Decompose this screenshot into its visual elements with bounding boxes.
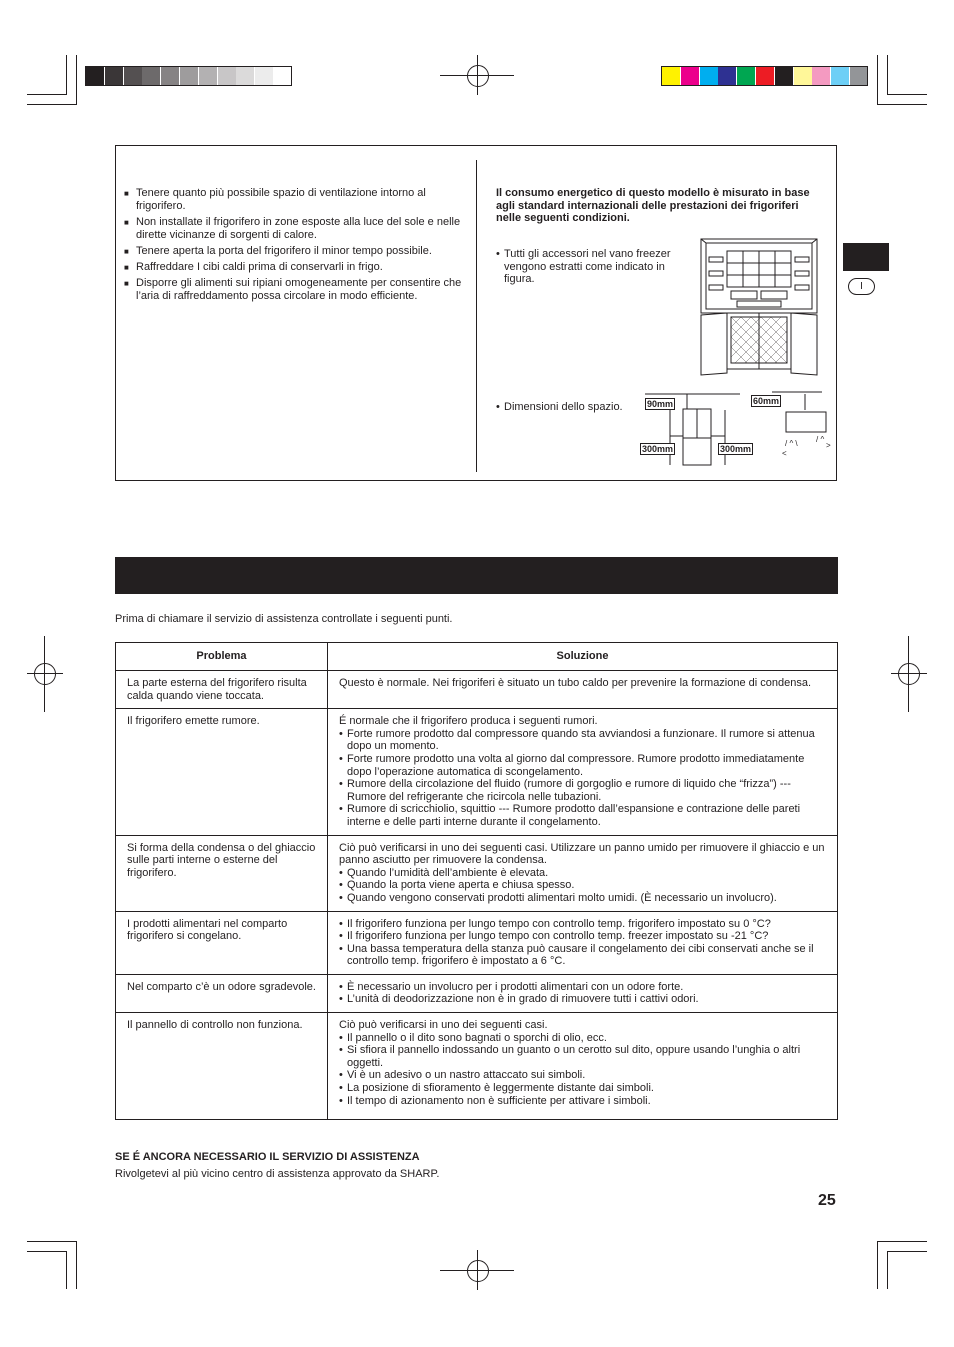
box-divider [476,160,477,472]
color-bar-outline [661,66,868,86]
solution-lead: Ciò può verificarsi in uno dei seguenti casi. Utilizzare un panno umido per rimuovere il ghiaccio e un panno asciutto per rimuovere la condensa. [339,841,825,867]
solution-cell [328,671,838,709]
dim-label-above: 60mm [753,396,780,406]
tip-item: ■ Tenere aperta la porta del frigorifero il minor tempo possibile. [124,245,464,258]
problem-cell: Il pannello di controllo non funziona. [116,1013,328,1120]
tip-item: ■ Tenere quanto più possibile spazio di ventilazione intorno al frigorifero. [124,187,464,213]
gray-scale-bar-outline [85,66,292,86]
solution-item: • Forte rumore prodotto dal compressore quando sta avviandosi a funzionare. Il rumore si attenua dopo un momento. [339,728,827,753]
intro-text: Prima di chiamare il servizio di assistenza controllate i seguenti punti. [115,613,453,625]
table-row [116,835,838,911]
table-row [116,911,838,974]
solution-item: • Una bassa temperatura della stanza può causare il congelamento dei cibi conservati anche se il controllo temp. frigorifero è impostato a 6 °C. [339,943,827,968]
problem-cell: La parte esterna del frigorifero risulta calda quando viene toccata. [116,671,328,709]
solution-cell [328,709,838,835]
problem-cell: Il frigorifero emette rumore. [116,709,328,835]
solution-cell [328,835,838,911]
troubleshooting-table [115,642,838,1120]
svg-text:<: < [782,449,787,458]
page-number: 25 [818,1192,836,1209]
problem-cell: I prodotti alimentari nel comparto frigorifero si congelano. [116,911,328,974]
problem-cell: Nel comparto c’è un odore sgradevole. [116,974,328,1012]
svg-text:/ ^ \: / ^ \ [785,439,798,448]
solution-item: • Il tempo di azionamento non è sufficiente per attivare i simboli. [339,1095,827,1108]
table-row [116,671,838,709]
solution-item: • Vi è un adesivo o un nastro attaccato sui simboli. [339,1069,827,1082]
solution-item: • Il frigorifero funziona per lungo tempo con controllo temp. freezer impostato su -21 °C? [339,930,827,943]
solution-item: • Il frigorifero funziona per lungo tempo con controllo temp. frigorifero impostato su 0 °C? [339,918,827,931]
fridge-interior-illustration [697,237,821,377]
dim-label-right: 300mm [720,444,752,454]
solution-item: • Quando l’umidità dell’ambiente è elevata. [339,867,827,880]
language-indicator: I [848,278,875,295]
solution-lead: Questo è normale. Nei frigoriferi è situato un tubo caldo per prevenire la formazione di condensa. [339,677,812,689]
solution-item: • Quando la porta viene aperta e chiusa spesso. [339,879,827,892]
header-problem: Problema [116,643,328,671]
solution-cell [328,1013,838,1120]
tips-list [124,187,464,306]
dim-label-left: 300mm [642,444,674,454]
section-header-bar [115,557,838,594]
tip-item: ■ Raffreddare I cibi caldi prima di conservarli in frigo. [124,261,464,274]
dimensions-note: • Dimensioni dello spazio. [496,401,623,413]
solution-item: • Rumore di scricchiolio, squittio --- Rumore prodotto dall’espansione e contrazione delle pareti interne e delle parti interne durante il congelamento. [339,803,827,828]
language-tab [843,243,889,271]
solution-item: • Si sfiora il pannello indossando un guanto o un cerotto sul dito, oppure usando l’unghia o altri oggetti. [339,1044,827,1069]
solution-item: • Il pannello o il dito sono bagnati o sporchi di olio, ecc. [339,1032,827,1045]
solution-item: • Quando vengono conservati prodotti alimentari molto umidi. (È necessario un involucro). [339,892,827,905]
table-row [116,974,838,1012]
energy-title: Il consumo energetico di questo modello è misurato in base agli standard internazionali delle prestazioni dei frigoriferi nelle seguenti condizioni. [496,187,810,224]
service-heading: SE É ANCORA NECESSARIO IL SERVIZIO DI ASSISTENZA [115,1151,420,1163]
table-header-row [116,643,838,671]
table-row [116,709,838,835]
tip-item: ■ Disporre gli alimenti sui ripiani omogeneamente per consentire che l’aria di raffreddamento possa circolare in modo efficiente. [124,277,464,303]
solution-cell [328,974,838,1012]
accessories-note: • Tutti gli accessori nel vano freezer vengono estratti come indicato in figura. [496,248,671,285]
svg-text:/ ^: / ^ [816,435,825,444]
header-solution: Soluzione [328,643,838,671]
solution-lead: Ciò può verificarsi in uno dei seguenti casi. [339,1019,548,1032]
solution-cell [328,911,838,974]
service-text: Rivolgetevi al più vicino centro di assistenza approvato da SHARP. [115,1168,440,1180]
tip-item: ■ Non installate il frigorifero in zone esposte alla luce del sole e nelle dirette vicinanze di sorgenti di calore. [124,216,464,242]
svg-text:>: > [826,441,831,450]
solution-lead: É normale che il frigorifero produca i seguenti rumori. [339,715,598,728]
problem-cell: Si forma della condensa o del ghiaccio sulle parti interne o esterne del frigorifero. [116,835,328,911]
solution-item: • L’unità di deodorizzazione non è in grado di rimuovere tutti i cattivi odori. [339,993,827,1006]
dim-label-top: 90mm [647,399,674,409]
solution-item: • È necessario un involucro per i prodotti alimentari con un odore forte. [339,981,827,994]
solution-item: • Rumore della circolazione del fluido (rumore di gorgoglio e rumore di liquido che “frizza”) --- Rumore del refrigerante che ricircola nelle tubazioni. [339,778,827,803]
table-row [116,1013,838,1120]
solution-item: • La posizione di sfioramento è leggermente distante dai simboli. [339,1082,827,1095]
solution-item: • Forte rumore prodotto una volta al giorno dal compressore. Rumore prodotto immediatamente dopo l’operazione automatica di scongelamento. [339,753,827,778]
